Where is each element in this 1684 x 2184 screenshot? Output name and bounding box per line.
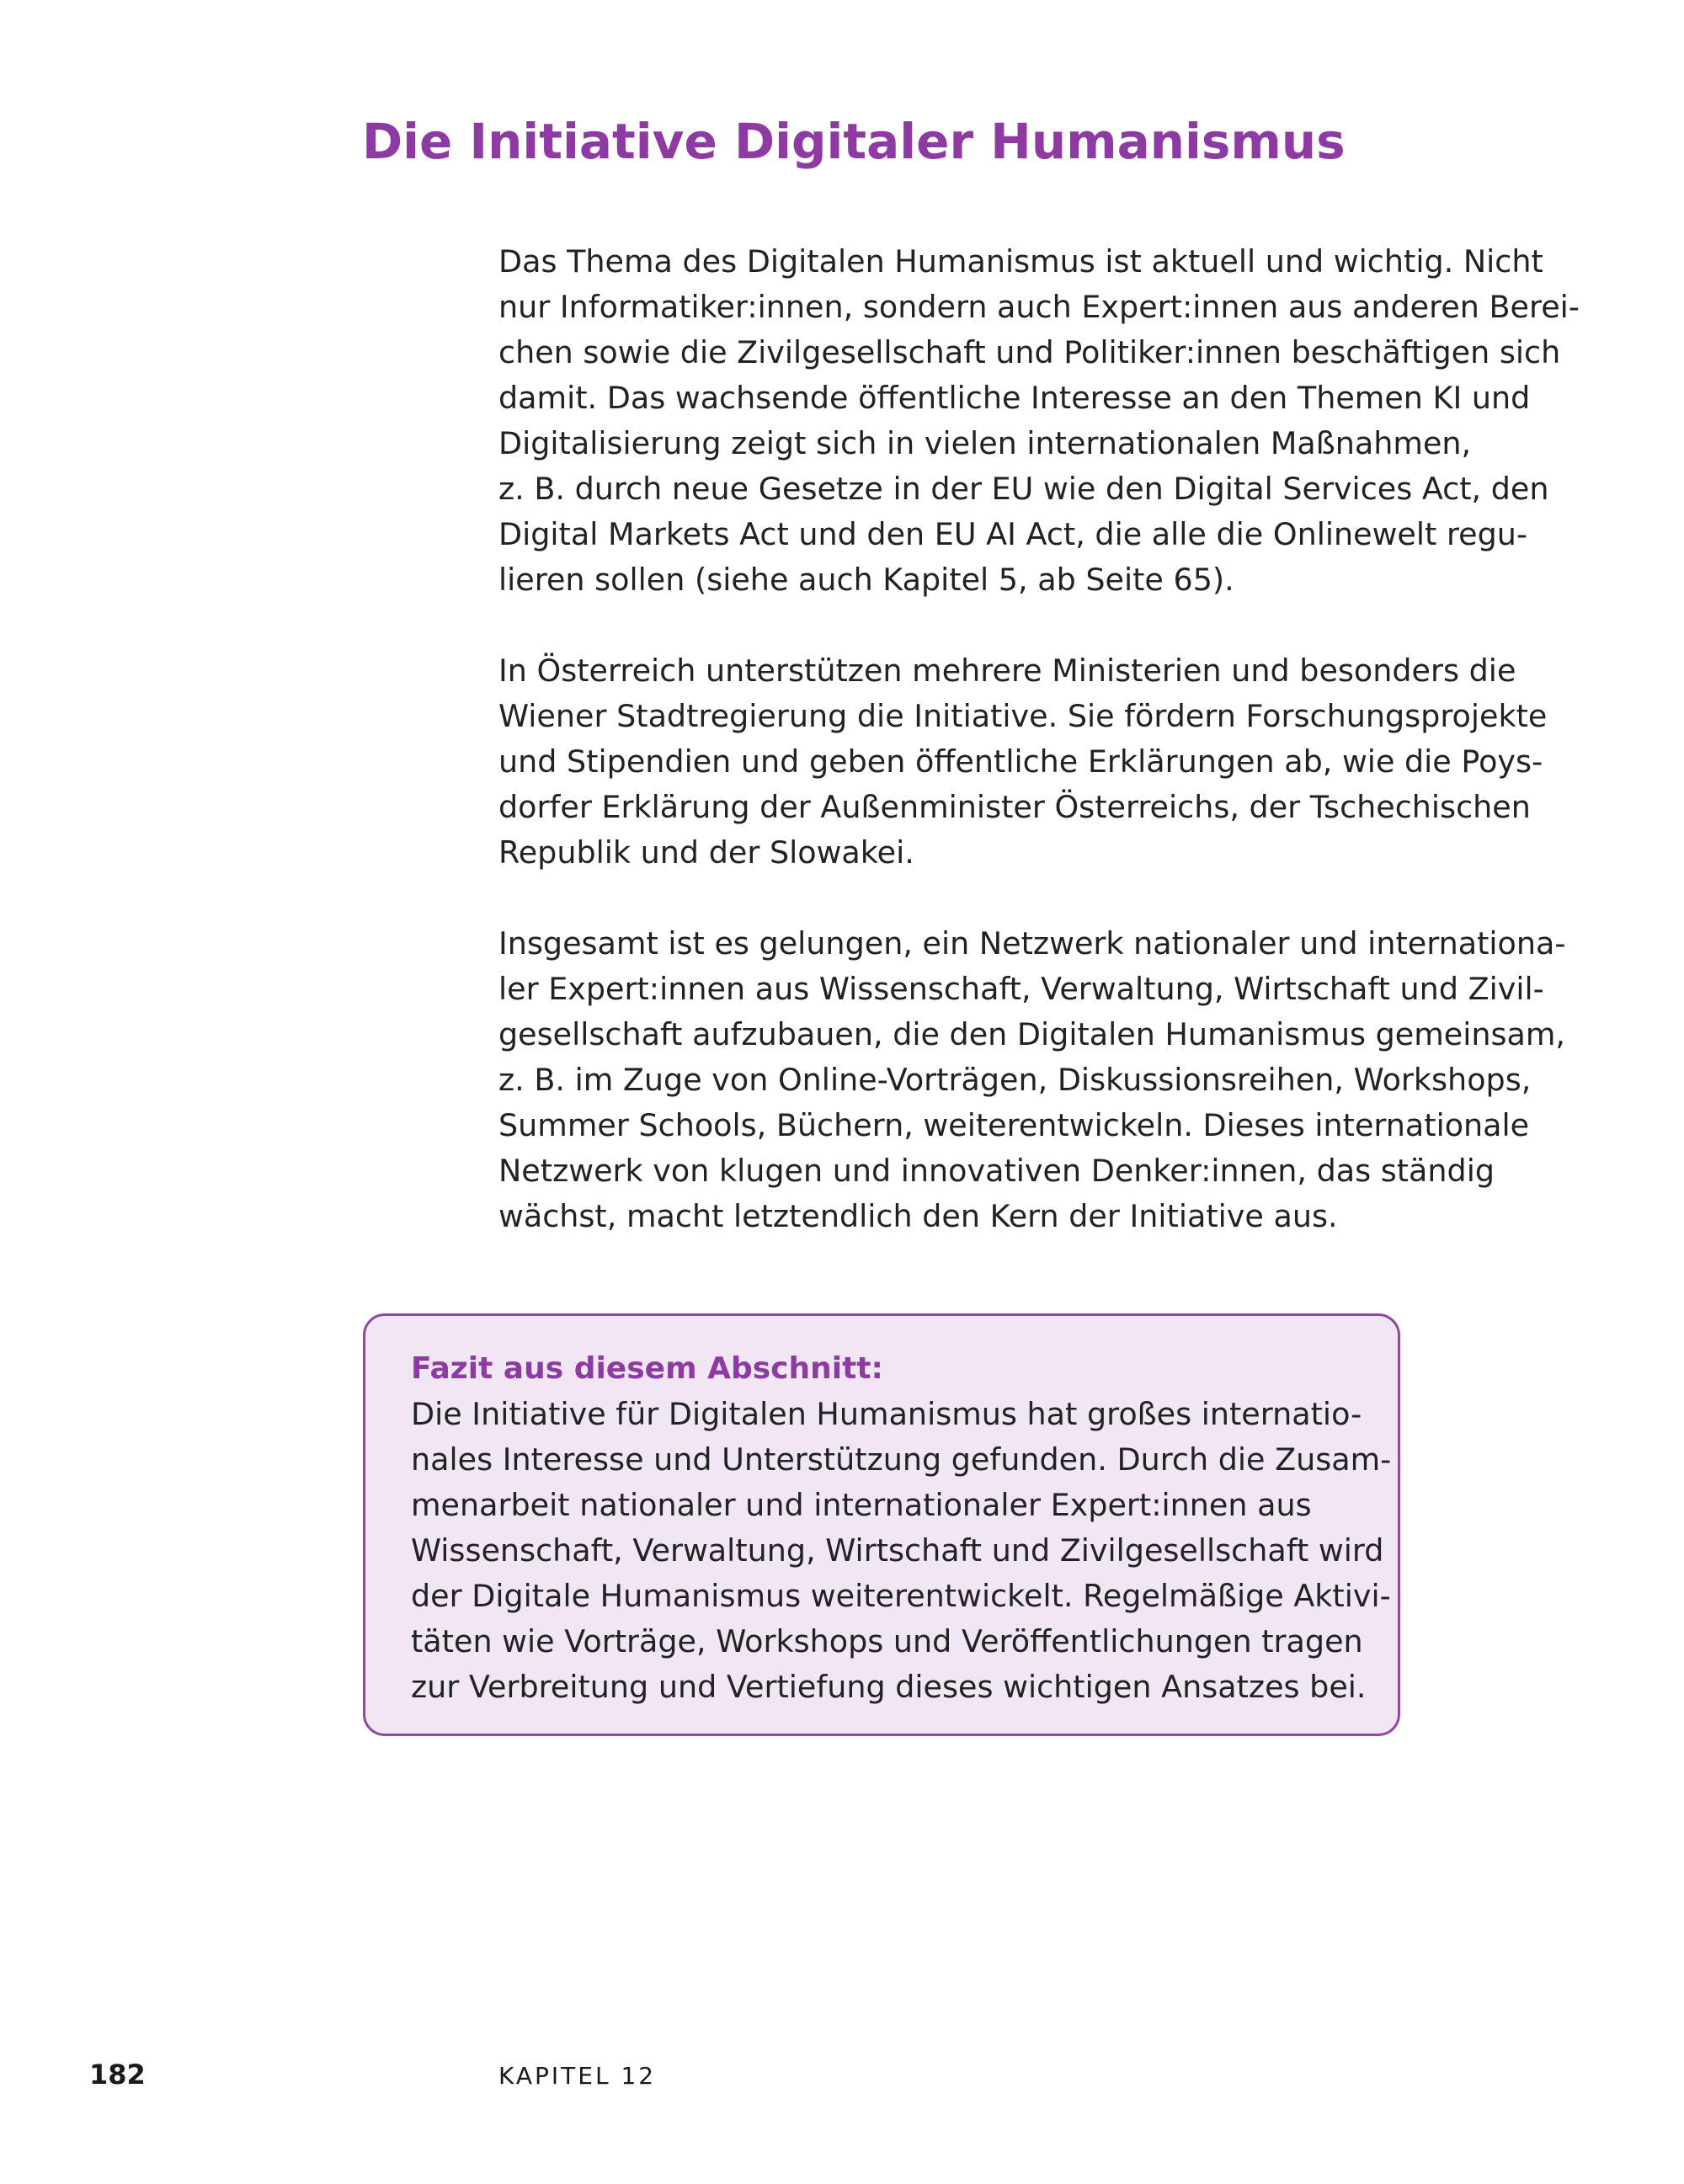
text-line: In Österreich unterstützen mehrere Ministerien und besonders die	[498, 653, 1516, 689]
paragraph-1	[498, 239, 1580, 603]
text-line: Republik und der Slowakei.	[498, 834, 914, 871]
text-line: Wiener Stadtregierung die Initiative. Sie fördern Forschungsprojekte	[498, 698, 1548, 734]
text-line: chen sowie die Zivilgesellschaft und Politiker:innen beschäftigen sich	[498, 334, 1561, 370]
summary-line: täten wie Vorträge, Workshops und Veröffentlichungen tragen	[411, 1623, 1363, 1659]
body-text	[498, 239, 1580, 1285]
text-line: Insgesamt ist es gelungen, ein Netzwerk nationaler und internationa-	[498, 925, 1566, 961]
text-line: z. B. durch neue Gesetze in der EU wie den Digital Services Act, den	[498, 471, 1549, 507]
paragraph-3	[498, 921, 1566, 1239]
text-line: gesellschaft aufzubauen, die den Digitalen Humanismus gemeinsam,	[498, 1016, 1566, 1052]
summary-line: Die Initiative für Digitalen Humanismus hat großes internatio-	[411, 1396, 1362, 1432]
text-line: damit. Das wachsende öffentliche Interesse an den Themen KI und	[498, 380, 1531, 416]
paragraph-2	[498, 648, 1559, 876]
page-number: 182	[89, 2059, 146, 2091]
text-line: und Stipendien und geben öffentliche Erklärungen ab, wie die Poys-	[498, 743, 1543, 780]
text-line: Netzwerk von klugen und innovativen Denker:innen, das ständig	[498, 1153, 1495, 1189]
text-line: wächst, macht letztendlich den Kern der Initiative aus.	[498, 1198, 1338, 1234]
summary-box	[363, 1313, 1400, 1736]
summary-line: der Digitale Humanismus weiterentwickelt. Regelmäßige Aktivi-	[411, 1578, 1391, 1614]
summary-line: zur Verbreitung und Vertiefung dieses wichtigen Ansatzes bei.	[411, 1669, 1367, 1705]
page-title: Die Initiative Digitaler Humanismus	[362, 113, 1346, 170]
text-line: Summer Schools, Büchern, weiterentwickeln. Dieses internationale	[498, 1107, 1530, 1143]
text-line: nur Informatiker:innen, sondern auch Expert:innen aus anderen Berei-	[498, 289, 1580, 325]
summary-heading: Fazit aus diesem Abschnitt:	[411, 1351, 883, 1386]
text-line: Das Thema des Digitalen Humanismus ist aktuell und wichtig. Nicht	[498, 243, 1543, 280]
chapter-label: KAPITEL 12	[498, 2062, 657, 2090]
text-line: z. B. im Zuge von Online-Vorträgen, Diskussionsreihen, Workshops,	[498, 1062, 1532, 1098]
text-line: lieren sollen (siehe auch Kapitel 5, ab Seite 65).	[498, 562, 1234, 598]
text-line: Digitalisierung zeigt sich in vielen internationalen Maßnahmen,	[498, 425, 1472, 461]
text-line: Digital Markets Act und den EU AI Act, die alle die Onlinewelt regu-	[498, 516, 1528, 552]
text-line: ler Expert:innen aus Wissenschaft, Verwaltung, Wirtschaft und Zivil-	[498, 971, 1544, 1007]
summary-line: Wissenschaft, Verwaltung, Wirtschaft und Zivilgesellschaft wird	[411, 1532, 1384, 1569]
summary-line: nales Interesse und Unterstützung gefunden. Durch die Zusam-	[411, 1441, 1392, 1478]
summary-line: menarbeit nationaler und internationaler Expert:innen aus	[411, 1487, 1312, 1523]
text-line: dorfer Erklärung der Außenminister Österreichs, der Tschechischen	[498, 789, 1531, 825]
